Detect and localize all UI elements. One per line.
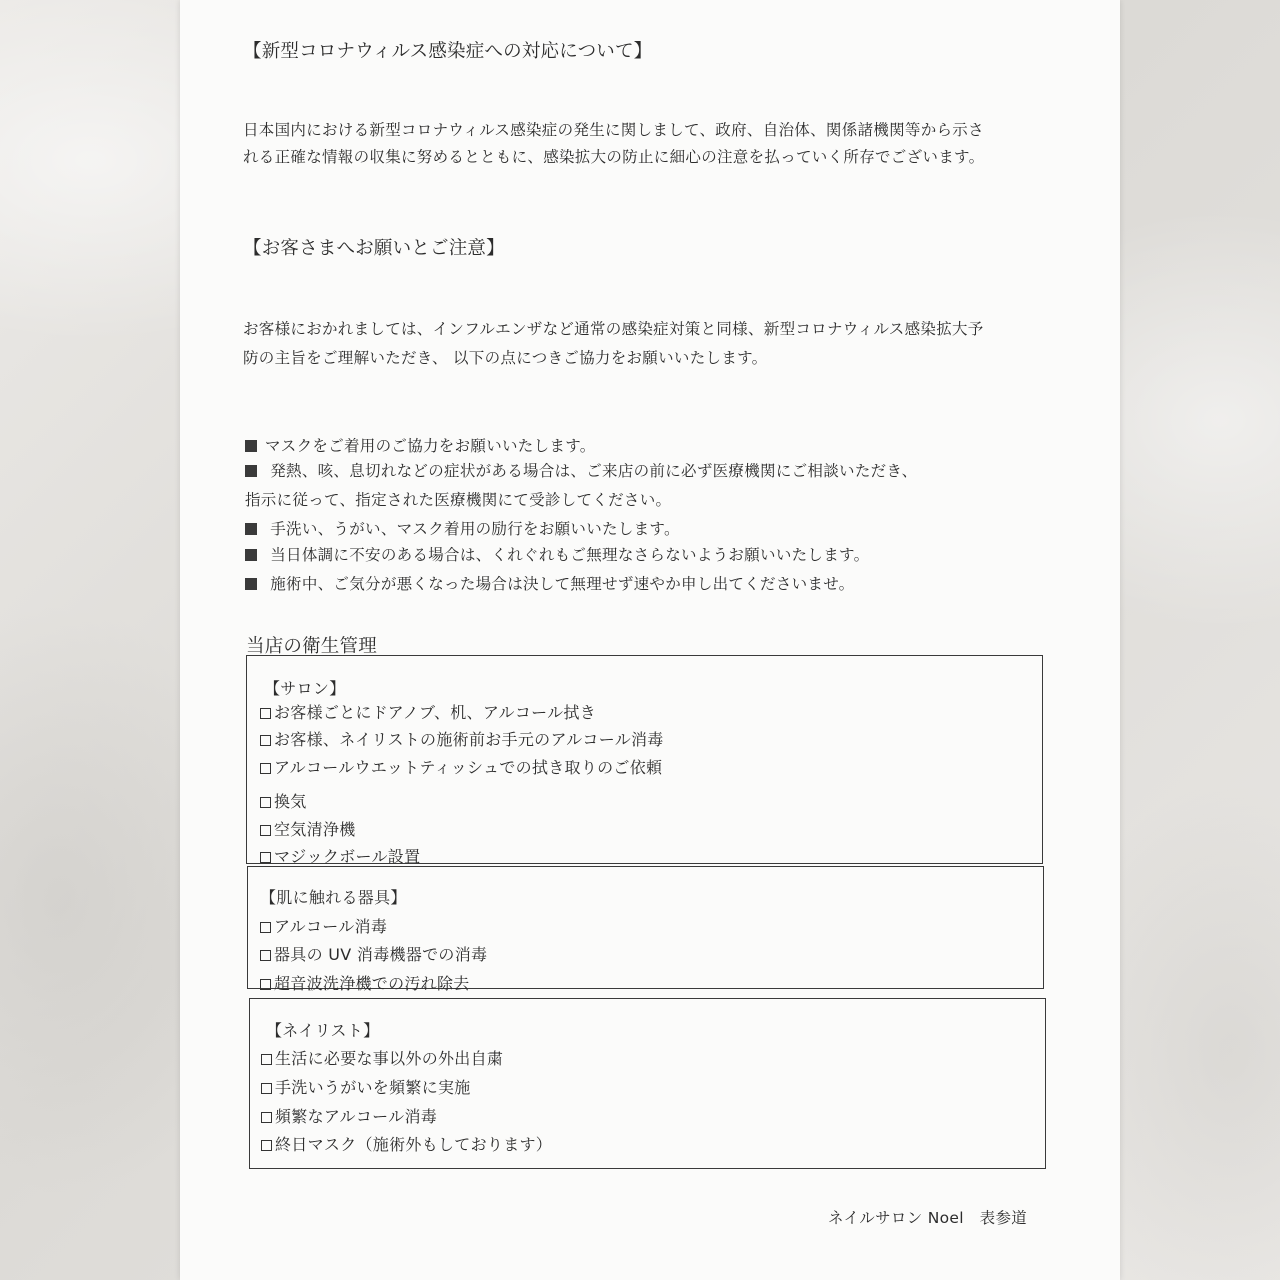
- salon-signature: ネイルサロン Noel 表参道: [828, 1209, 1028, 1227]
- notice-paper: [180, 0, 1120, 1280]
- checklist-item: 換気: [260, 789, 307, 812]
- checklist-item: 空気清浄機: [260, 817, 356, 840]
- checklist-item: お客様、ネイリストの施術前お手元のアルコール消毒: [260, 727, 664, 750]
- black-square-bullet-icon: [245, 465, 257, 477]
- intro-line-2: れる正確な情報の収集に努めるとともに、感染拡大の防止に細心の注意を払っていく所存でございます。: [243, 148, 985, 166]
- checkbox-icon: [261, 1083, 272, 1094]
- checkbox-icon: [260, 950, 271, 961]
- tools-section-label: 【肌に触れる器具】: [260, 888, 407, 907]
- checkbox-icon: [260, 922, 271, 933]
- checkbox-icon: [260, 797, 271, 808]
- checklist-item: マジックボール設置: [260, 844, 420, 867]
- black-square-bullet-icon: [245, 578, 257, 590]
- intro-line-1: 日本国内における新型コロナウィルス感染症の発生に関しまして、政府、自治体、関係諸機関等から示さ: [243, 121, 984, 139]
- checkbox-icon: [261, 1112, 272, 1123]
- salon-section-label: 【サロン】: [264, 679, 346, 698]
- checkbox-icon: [261, 1054, 272, 1065]
- black-square-bullet-icon: [245, 523, 257, 535]
- checklist-item: アルコール消毒: [260, 914, 387, 937]
- checklist-item: 終日マスク（施術外もしております）: [261, 1132, 552, 1155]
- checklist-item: 手洗いうがいを頻繁に実施: [261, 1075, 471, 1098]
- checkbox-icon: [260, 763, 271, 774]
- checkbox-icon: [260, 852, 271, 863]
- checkbox-icon: [260, 735, 271, 746]
- checklist-item: 超音波洗浄機での汚れ除去: [260, 971, 470, 994]
- checkbox-icon: [260, 708, 271, 719]
- checkbox-icon: [260, 825, 271, 836]
- checklist-item: お客様ごとにドアノブ、机、アルコール拭き: [260, 700, 596, 723]
- nailist-section-label: 【ネイリスト】: [266, 1021, 380, 1040]
- checklist-item: 頻繁なアルコール消毒: [261, 1104, 437, 1127]
- checkbox-icon: [260, 979, 271, 990]
- checklist-item: 生活に必要な事以外の外出自粛: [261, 1046, 503, 1069]
- request-item-continuation: 指示に従って、指定された医療機関にて受診してください。: [245, 491, 672, 509]
- heading-customer-requests: 【お客さまへお願いとご注意】: [243, 238, 505, 259]
- request-item: 当日体調に不安のある場合は、くれぐれもご無理なさらないようお願いいたします。: [245, 543, 869, 565]
- request-item: 施術中、ご気分が悪くなった場合は決して無理せず速やか申し出てくださいませ。: [245, 572, 854, 594]
- black-square-bullet-icon: [245, 440, 257, 452]
- request-item: マスクをご着用のご協力をお願いいたします。: [245, 434, 596, 456]
- black-square-bullet-icon: [245, 549, 257, 561]
- request-intro-line-2: 防の主旨をご理解いただき、 以下の点につきご協力をお願いいたします。: [243, 349, 768, 367]
- hygiene-title: 当店の衛生管理: [246, 636, 377, 657]
- checklist-item: 器具の UV 消毒機器での消毒: [260, 942, 487, 965]
- request-intro-line-1: お客様におかれましては、インフルエンザなど通常の感染症対策と同様、新型コロナウィルス感染拡大予: [243, 320, 984, 338]
- heading-covid-response: 【新型コロナウィルス感染症への対応について】: [243, 41, 653, 62]
- checklist-item: アルコールウエットティッシュでの拭き取りのご依頼: [260, 755, 662, 778]
- checkbox-icon: [261, 1140, 272, 1151]
- request-item: 手洗い、うがい、マスク着用の励行をお願いいたします。: [245, 517, 680, 539]
- request-item: 発熱、咳、息切れなどの症状がある場合は、ご来店の前に必ず医療機関にご相談いただき、: [245, 459, 917, 481]
